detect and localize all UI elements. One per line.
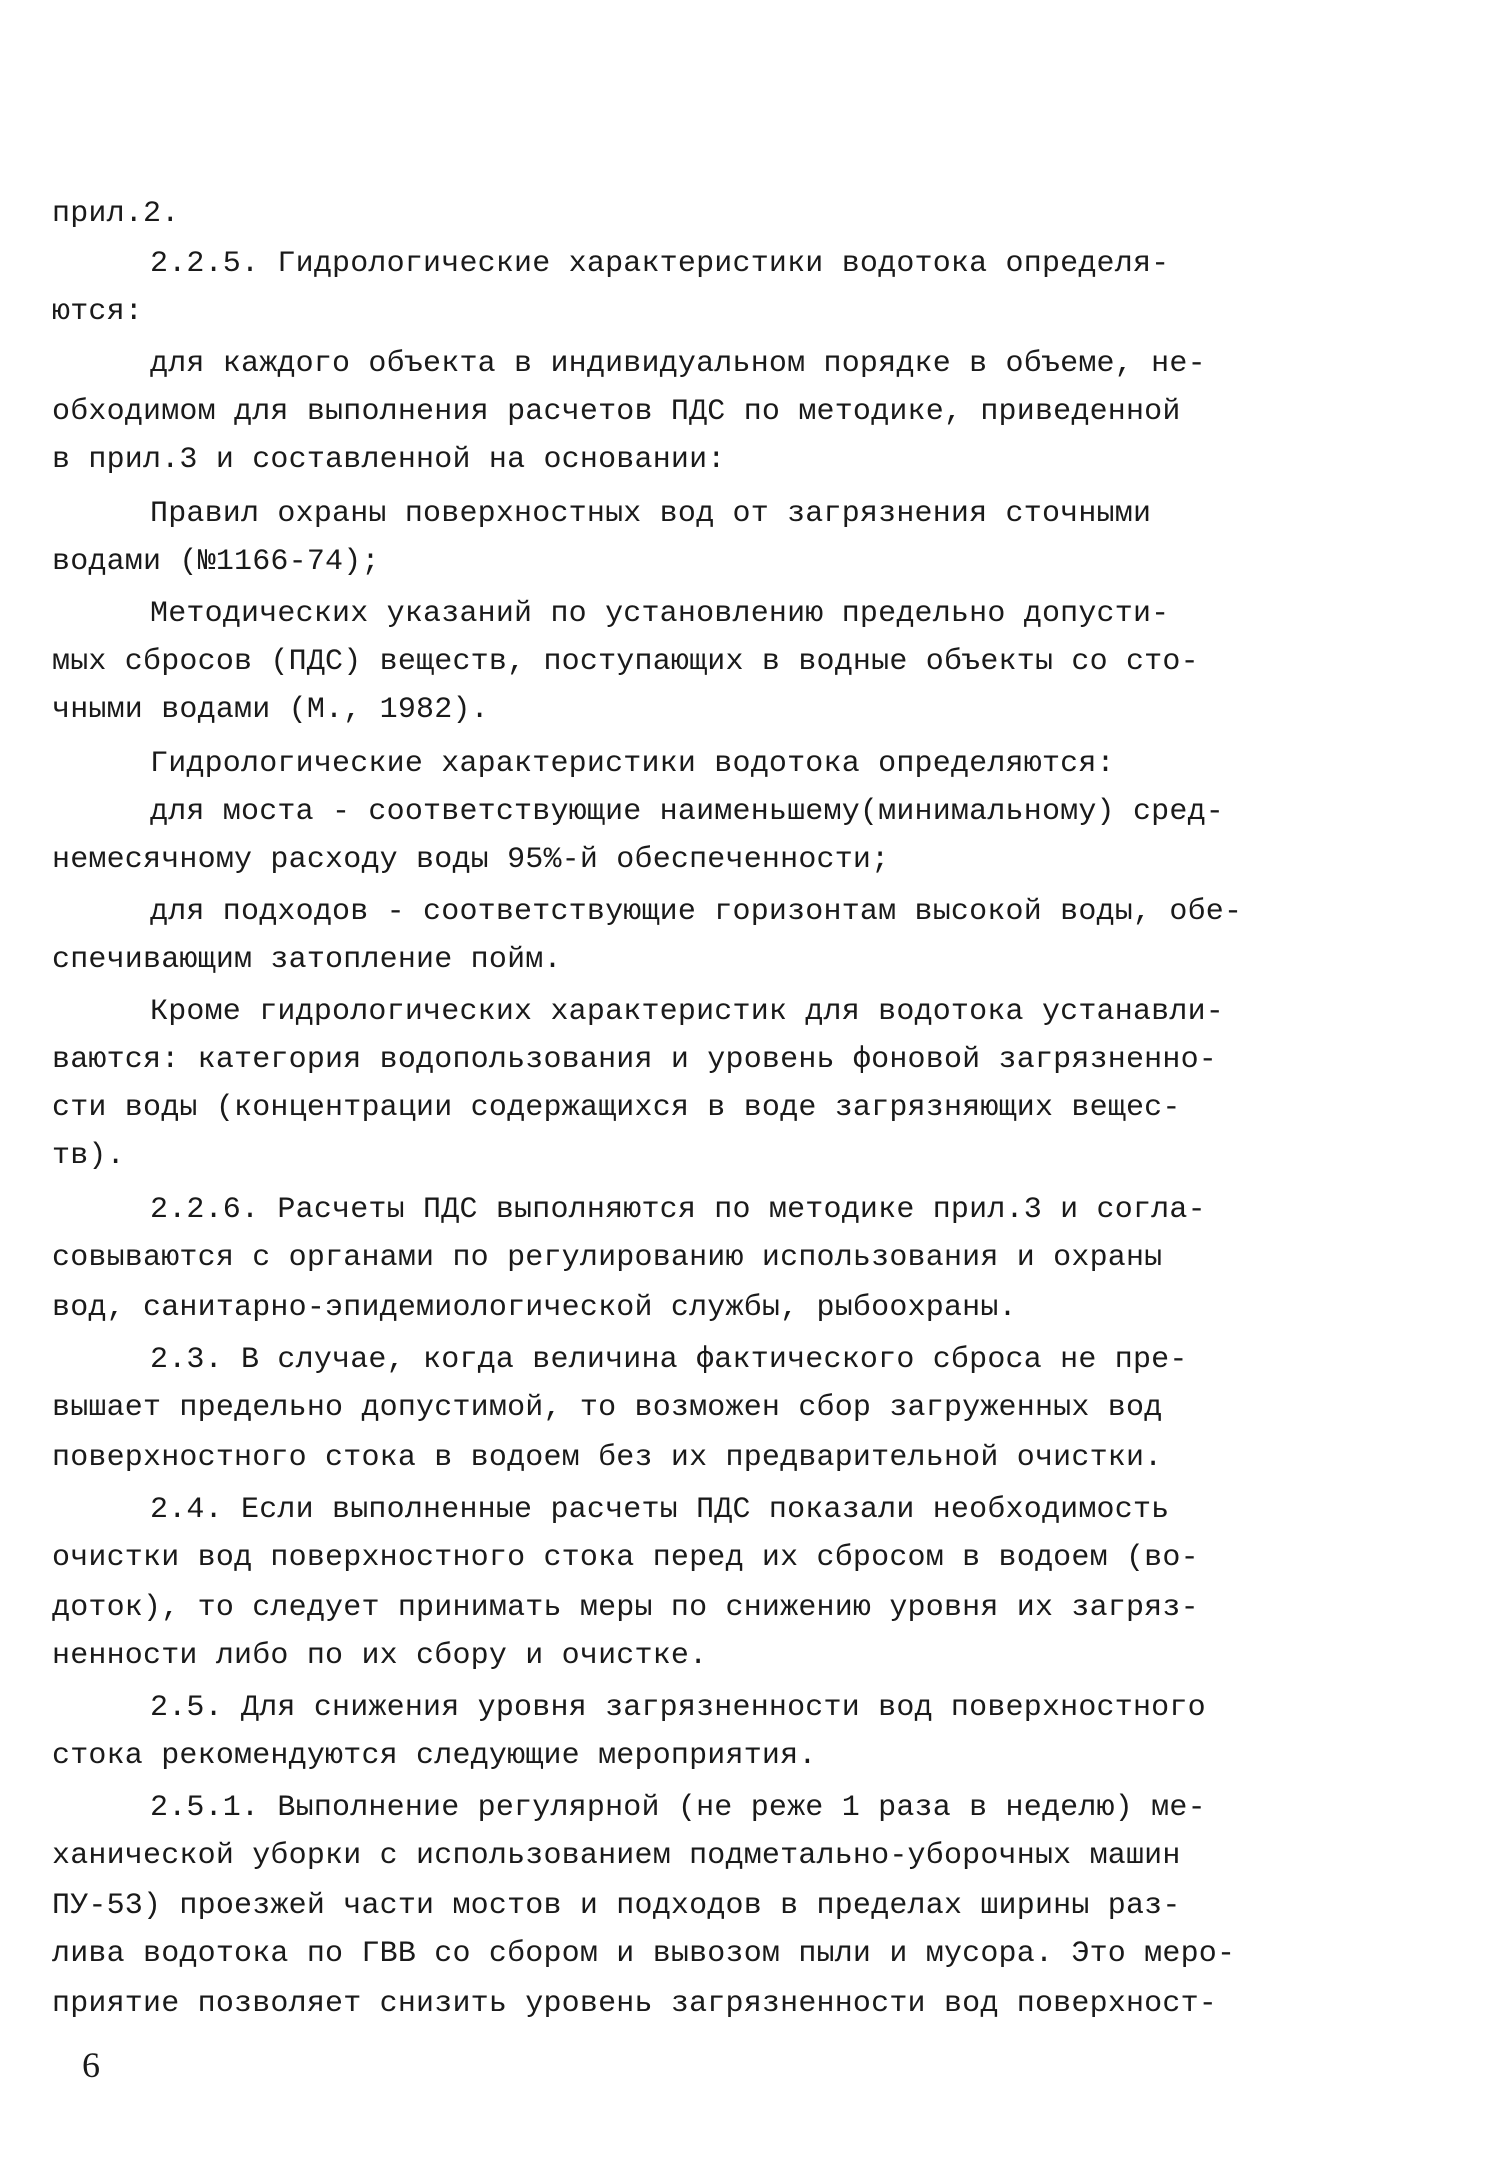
text-line: прил.2. bbox=[52, 197, 180, 231]
text-line: водами (№1166-74); bbox=[52, 545, 380, 579]
text-line: для каждого объекта в индивидуальном порядке в объеме, не- bbox=[150, 347, 1206, 381]
text-line: 2.2.5. Гидрологические характеристики водотока определя- bbox=[150, 247, 1170, 281]
text-line: мых сбросов (ПДС) веществ, поступающих в водные объекты со сто- bbox=[52, 645, 1199, 679]
text-line: очистки вод поверхностного стока перед их сбросом в водоем (во- bbox=[52, 1541, 1199, 1575]
text-line: для подходов - соответствующие горизонтам высокой воды, обе- bbox=[150, 895, 1243, 929]
text-line: ПУ-53) проезжей части мостов и подходов в пределах ширины раз- bbox=[52, 1889, 1181, 1923]
text-line: приятие позволяет снизить уровень загрязненности вод поверхност- bbox=[52, 1987, 1217, 2021]
text-line: совываются с органами по регулированию использования и охраны bbox=[52, 1241, 1163, 1275]
text-line: 2.3. В случае, когда величина фактического сброса не пре- bbox=[150, 1343, 1188, 1377]
text-line: ваются: категория водопользования и уровень фоновой загрязненно- bbox=[52, 1043, 1217, 1077]
text-line: вод, санитарно-эпидемиологической службы, рыбоохраны. bbox=[52, 1291, 1017, 1325]
text-line: Кроме гидрологических характеристик для водотока устанавли- bbox=[150, 995, 1224, 1029]
text-line: доток), то следует принимать меры по снижению уровня их загряз- bbox=[52, 1591, 1199, 1625]
text-line: стока рекомендуются следующие мероприятия. bbox=[52, 1739, 817, 1773]
text-line: для моста - соответствующие наименьшему(минимальному) сред- bbox=[150, 795, 1224, 829]
text-line: сти воды (концентрации содержащихся в воде загрязняющих вещес- bbox=[52, 1091, 1181, 1125]
text-line: 2.5. Для снижения уровня загрязненности вод поверхностного bbox=[150, 1691, 1206, 1725]
text-line: лива водотока по ГВВ со сбором и вывозом пыли и мусора. Это меро- bbox=[52, 1937, 1236, 1971]
text-line: обходимом для выполнения расчетов ПДС по методике, приведенной bbox=[52, 395, 1181, 429]
text-line: поверхностного стока в водоем без их предварительной очистки. bbox=[52, 1441, 1163, 1475]
text-line: Правил охраны поверхностных вод от загрязнения сточными bbox=[150, 497, 1152, 531]
text-line: чными водами (М., 1982). bbox=[52, 693, 489, 727]
text-line: вышает предельно допустимой, то возможен сбор загруженных вод bbox=[52, 1391, 1163, 1425]
text-line: 2.5.1. Выполнение регулярной (не реже 1 раза в неделю) ме- bbox=[150, 1791, 1206, 1825]
text-line: Методических указаний по установлению предельно допусти- bbox=[150, 597, 1170, 631]
text-line: 2.4. Если выполненные расчеты ПДС показали необходимость bbox=[150, 1493, 1170, 1527]
text-line: тв). bbox=[52, 1139, 125, 1173]
text-line: ются: bbox=[52, 295, 144, 329]
text-line: ханической уборки с использованием подметально-уборочных машин bbox=[52, 1839, 1181, 1873]
text-line: спечивающим затопление пойм. bbox=[52, 943, 562, 977]
text-line: Гидрологические характеристики водотока определяются: bbox=[150, 747, 1115, 781]
page-number: 6 bbox=[82, 2045, 100, 2085]
text-line: немесячному расходу воды 95%-й обеспеченности; bbox=[52, 843, 890, 877]
text-line: в прил.3 и составленной на основании: bbox=[52, 443, 726, 477]
text-line: ненности либо по их сбору и очистке. bbox=[52, 1639, 708, 1673]
text-line: 2.2.6. Расчеты ПДС выполняются по методике прил.3 и согла- bbox=[150, 1193, 1206, 1227]
